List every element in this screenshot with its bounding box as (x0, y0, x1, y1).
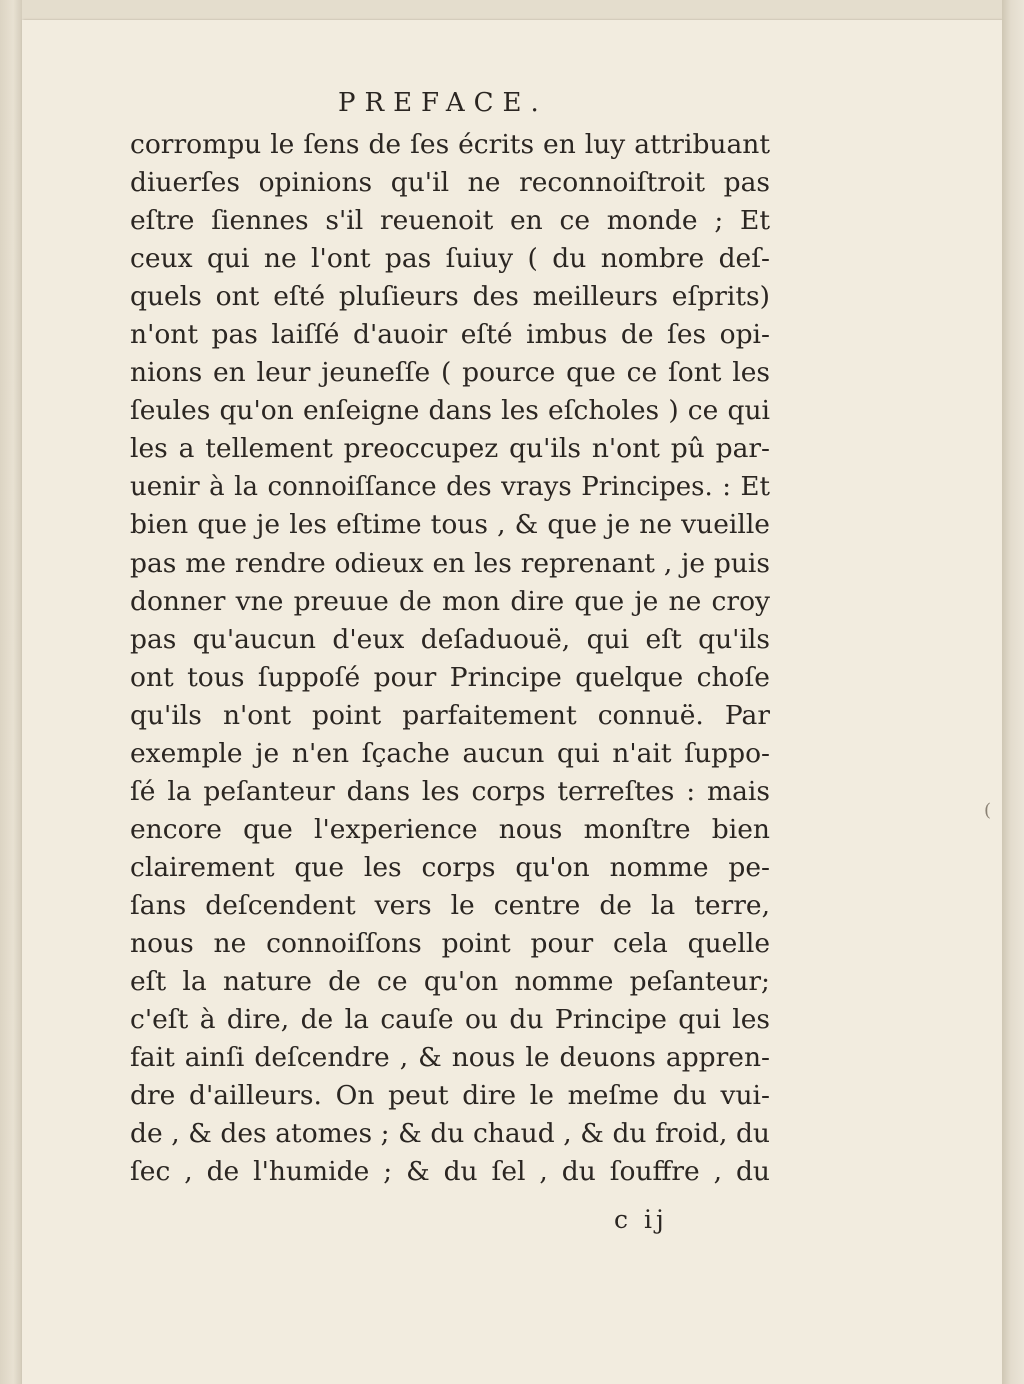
text-line: pas qu'aucun d'eux deſaduouë, qui eſt qu'ils (130, 623, 770, 655)
text-line: de , & des atomes ; & du chaud , & du froid, du (130, 1118, 770, 1150)
text-line: pas me rendre odieux en les reprenant , je puis (130, 547, 770, 579)
text-line: nous ne connoiſſons point pour cela quelle (130, 927, 770, 959)
text-line: uenir à la connoiſſance des vrays Principes. : Et (130, 472, 770, 503)
text-line: ceux qui ne l'ont pas ſuiuy ( du nombre deſ- (130, 243, 770, 275)
left-page-edge (0, 0, 22, 1384)
text-line: nions en leur jeuneſſe ( pource que ce ſont les (130, 357, 770, 389)
text-line: ont tous ſuppoſé pour Principe quelque choſe (130, 661, 770, 693)
text-line: quels ont eſté pluſieurs des meilleurs eſprits) (130, 281, 770, 313)
body-text (130, 126, 770, 1191)
running-head: PREFACE. (338, 88, 548, 118)
text-line: n'ont pas laiſſé d'auoir eſté imbus de ſes opi- (130, 319, 770, 351)
text-line: eſt la nature de ce qu'on nomme peſanteur; (130, 966, 770, 998)
text-line: ſé la peſanteur dans les corps terreſtes : mais (130, 775, 770, 807)
signature-mark: c ij (614, 1205, 668, 1234)
text-line: les a tellement preoccupez qu'ils n'ont pû par- (130, 433, 770, 465)
margin-mark: ( (984, 800, 992, 821)
text-line: dre d'ailleurs. On peut dire le meſme du vui- (130, 1080, 770, 1112)
text-line: donner vne preuue de mon dire que je ne croy (130, 585, 770, 617)
text-line: fait ainſi deſcendre , & nous le deuons appren- (130, 1042, 770, 1074)
text-line: clairement que les corps qu'on nomme pe- (130, 851, 770, 883)
text-line: eſtre ſiennes s'il reuenoit en ce monde ; Et (130, 205, 770, 237)
text-line: c'eſt à dire, de la cauſe ou du Principe qui les (130, 1004, 770, 1036)
text-line: encore que l'experience nous monſtre bien (130, 813, 770, 845)
text-line: ſec , de l'humide ; & du ſel , du ſouffre , du (130, 1156, 770, 1188)
text-line: qu'ils n'ont point parfaitement connuë. Par (130, 699, 770, 731)
text-line: ſans deſcendent vers le centre de la terre, (130, 889, 770, 921)
text-line: corrompu le ſens de ſes écrits en luy attribuant (130, 129, 770, 160)
top-page-edge (22, 0, 1002, 20)
right-page-edge (1002, 0, 1024, 1384)
text-line: ſeules qu'on enſeigne dans les eſcholes ) ce qui (130, 395, 770, 427)
text-line: bien que je les eſtime tous , & que je ne vueille (130, 509, 770, 541)
text-line: diuerſes opinions qu'il ne reconnoiſtroit pas (130, 167, 770, 199)
text-line: exemple je n'en ſçache aucun qui n'ait ſuppo- (130, 737, 770, 769)
